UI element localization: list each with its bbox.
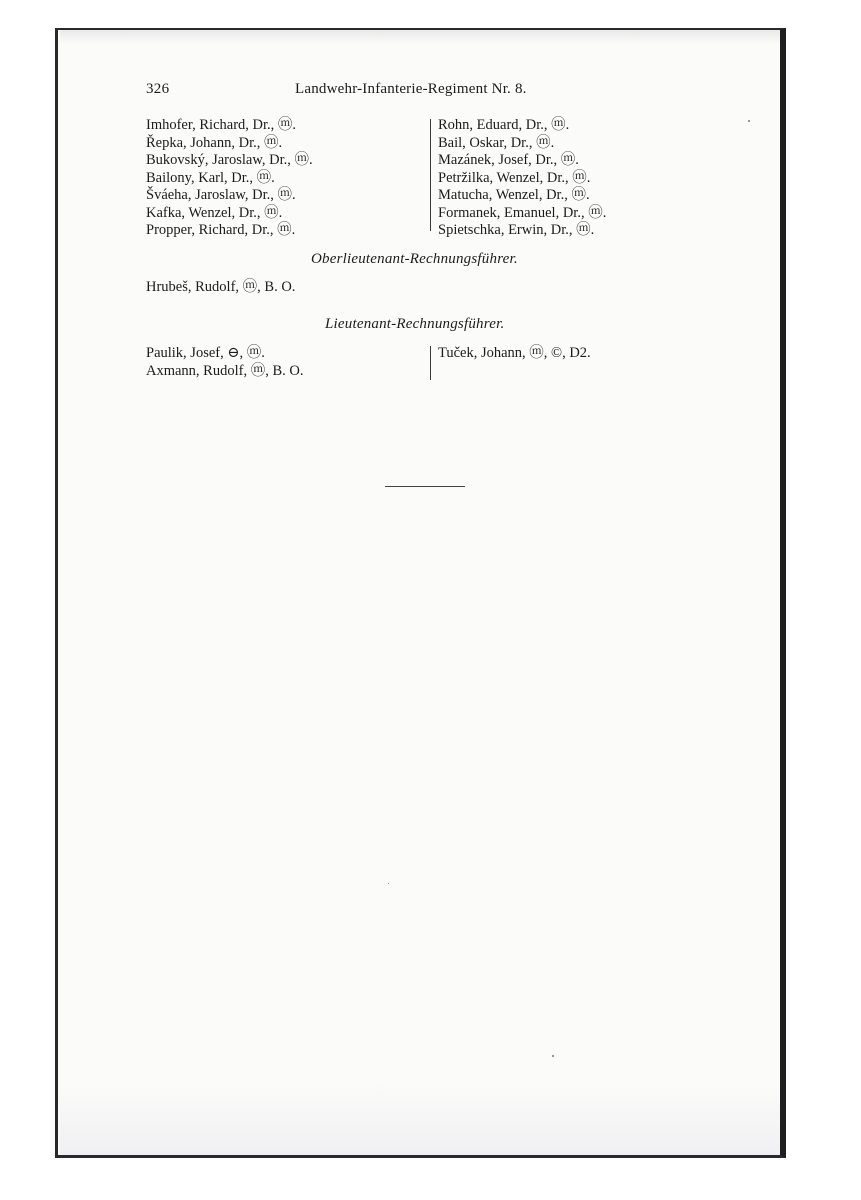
list-item: Imhofer, Richard, Dr., ⓜ. <box>146 117 297 133</box>
lieutenant-list-right <box>438 345 591 363</box>
list-item: Bailony, Karl, Dr., ⓜ. <box>146 169 275 186</box>
running-head: Landwehr-Infanterie-Regiment Nr. 8. <box>295 81 527 97</box>
section-title-lieutenant: Lieutenant-Rechnungsführer. <box>325 316 505 332</box>
oberlieutenant-list <box>146 279 295 297</box>
list-item: Axmann, Rudolf, ⓜ, B. O. <box>146 362 304 379</box>
list-item: Šváeha, Jaroslaw, Dr., ⓜ. <box>146 187 296 203</box>
scan-shadow-bottom <box>60 1085 780 1155</box>
list-item: Tuček, Johann, ⓜ, ©, D2. <box>438 345 591 361</box>
list-item: Řepka, Johann, Dr., ⓜ. <box>146 134 283 151</box>
scan-speck <box>388 883 389 884</box>
column-divider <box>430 346 431 380</box>
section-title-oberlieutenant: Oberlieutenant-Rechnungsführer. <box>311 251 518 267</box>
lieutenant-list-left <box>146 345 303 380</box>
officer-list-right <box>438 117 606 240</box>
list-item: Formanek, Emanuel, Dr., ⓜ. <box>438 204 607 221</box>
list-item: Bail, Oskar, Dr., ⓜ. <box>438 134 555 151</box>
list-item: Rohn, Eduard, Dr., ⓜ. <box>438 117 570 133</box>
officer-list-left <box>146 117 313 240</box>
page-number: 326 <box>146 81 170 97</box>
list-item: Bukovský, Jaroslaw, Dr., ⓜ. <box>146 152 313 168</box>
list-item: Propper, Richard, Dr., ⓜ. <box>146 222 296 238</box>
column-divider <box>430 119 431 231</box>
list-item: Hrubeš, Rudolf, ⓜ, B. O. <box>146 279 296 295</box>
list-item: Kafka, Wenzel, Dr., ⓜ. <box>146 204 283 221</box>
scan-shadow-top <box>60 30 780 44</box>
list-item: Spietschka, Erwin, Dr., ⓜ. <box>438 222 595 238</box>
list-item: Mazánek, Josef, Dr., ⓜ. <box>438 152 579 168</box>
section-end-rule <box>385 486 465 487</box>
list-item: Paulik, Josef, ⊖, ⓜ. <box>146 345 265 361</box>
list-item: Matucha, Wenzel, Dr., ⓜ. <box>438 187 590 203</box>
list-item: Petržilka, Wenzel, Dr., ⓜ. <box>438 169 591 186</box>
scan-speck <box>552 1055 554 1057</box>
scan-speck <box>748 120 750 122</box>
